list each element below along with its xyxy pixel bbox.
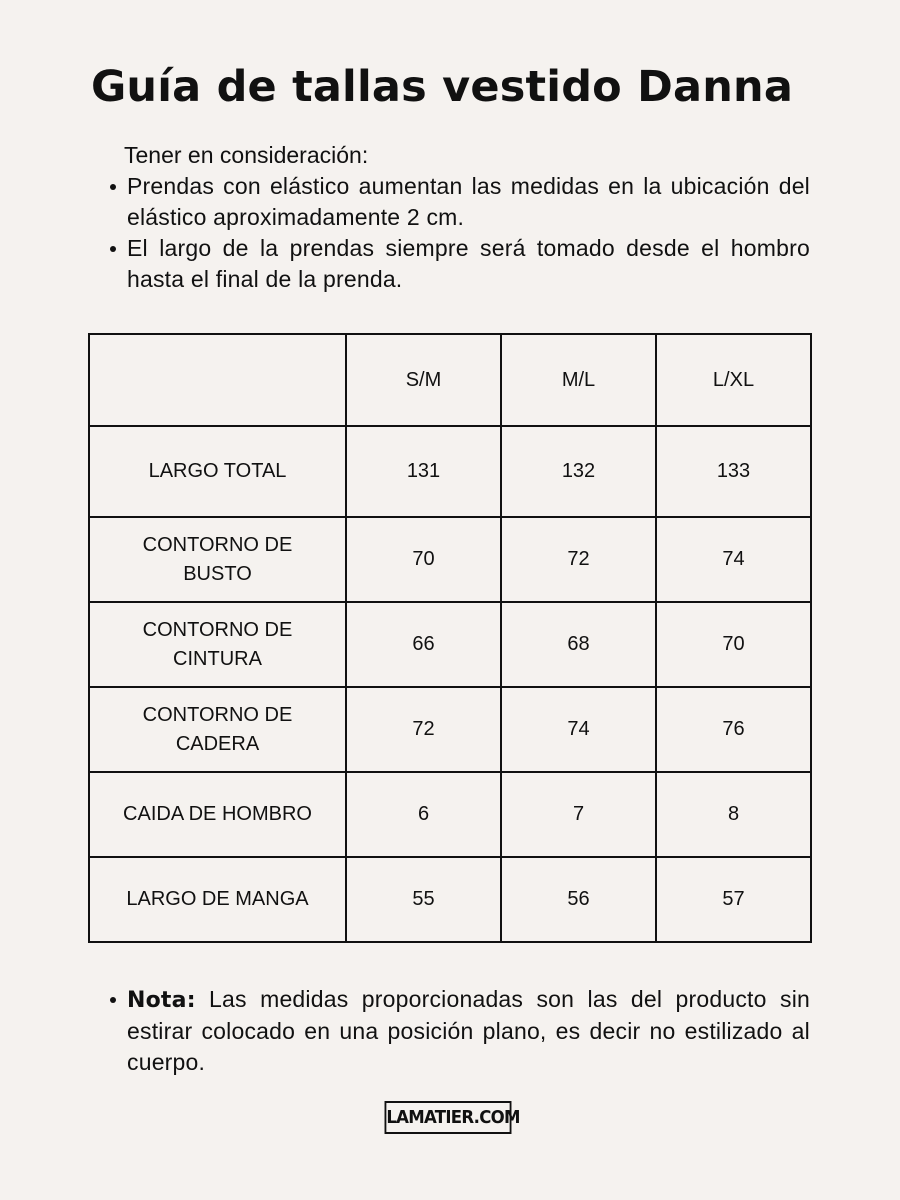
row-label: LARGO DE MANGA (89, 857, 346, 942)
table-cell: 132 (501, 426, 656, 517)
table-cell: 74 (656, 517, 811, 602)
header-cell-size-lxl: L/XL (656, 334, 811, 426)
header-cell-empty (89, 334, 346, 426)
list-item (110, 984, 810, 1078)
row-label-line: CONTORNO DE (142, 618, 293, 641)
table-cell: 66 (346, 602, 501, 687)
table-row (89, 687, 811, 772)
row-label (89, 687, 346, 772)
note-section (110, 984, 810, 1078)
table-row (89, 857, 811, 942)
table-cell: 70 (346, 517, 501, 602)
table-cell: 56 (501, 857, 656, 942)
row-label: LARGO TOTAL (89, 426, 346, 517)
table-row (89, 517, 811, 602)
page-title: Guía de tallas vestido Danna (90, 62, 794, 112)
row-label: CAIDA DE HOMBRO (89, 772, 346, 857)
considerations-heading: Tener en consideración: (124, 142, 369, 168)
row-label (89, 517, 346, 602)
website-badge: LAMATIER.COM (385, 1101, 512, 1134)
table-cell: 74 (501, 687, 656, 772)
size-chart-table (88, 333, 812, 943)
note-text: Las medidas proporcionadas son las del producto sin estirar colocado en una posición plano, es decir no estilizado al cuerpo. (127, 986, 810, 1075)
table-row (89, 602, 811, 687)
table-header-row (89, 334, 811, 426)
considerations-list (110, 171, 810, 295)
considerations-section (110, 140, 810, 295)
header-cell-size-ml: M/L (501, 334, 656, 426)
header-cell-size-sm: S/M (346, 334, 501, 426)
table-cell: 6 (346, 772, 501, 857)
table-cell: 57 (656, 857, 811, 942)
note-label: Nota: (127, 988, 196, 1013)
table-row (89, 772, 811, 857)
list-item: Prendas con elástico aumentan las medidas en la ubicación del elástico aproximadamente 2 cm. (110, 171, 810, 233)
table-cell: 8 (656, 772, 811, 857)
table-cell: 55 (346, 857, 501, 942)
table-row (89, 426, 811, 517)
row-label-line: BUSTO (183, 562, 252, 585)
table-cell: 72 (501, 517, 656, 602)
row-label-line: CONTORNO DE (142, 703, 293, 726)
row-label-line: CONTORNO DE (142, 533, 293, 556)
row-label (89, 602, 346, 687)
table-cell: 68 (501, 602, 656, 687)
table-cell: 72 (346, 687, 501, 772)
note-list (110, 984, 810, 1078)
table-cell: 131 (346, 426, 501, 517)
table-cell: 76 (656, 687, 811, 772)
row-label-line: CADERA (175, 732, 260, 755)
table-cell: 7 (501, 772, 656, 857)
list-item: El largo de la prendas siempre será tomado desde el hombro hasta el final de la prenda. (110, 233, 810, 295)
table-cell: 133 (656, 426, 811, 517)
row-label-line: CINTURA (173, 647, 262, 670)
table-cell: 70 (656, 602, 811, 687)
